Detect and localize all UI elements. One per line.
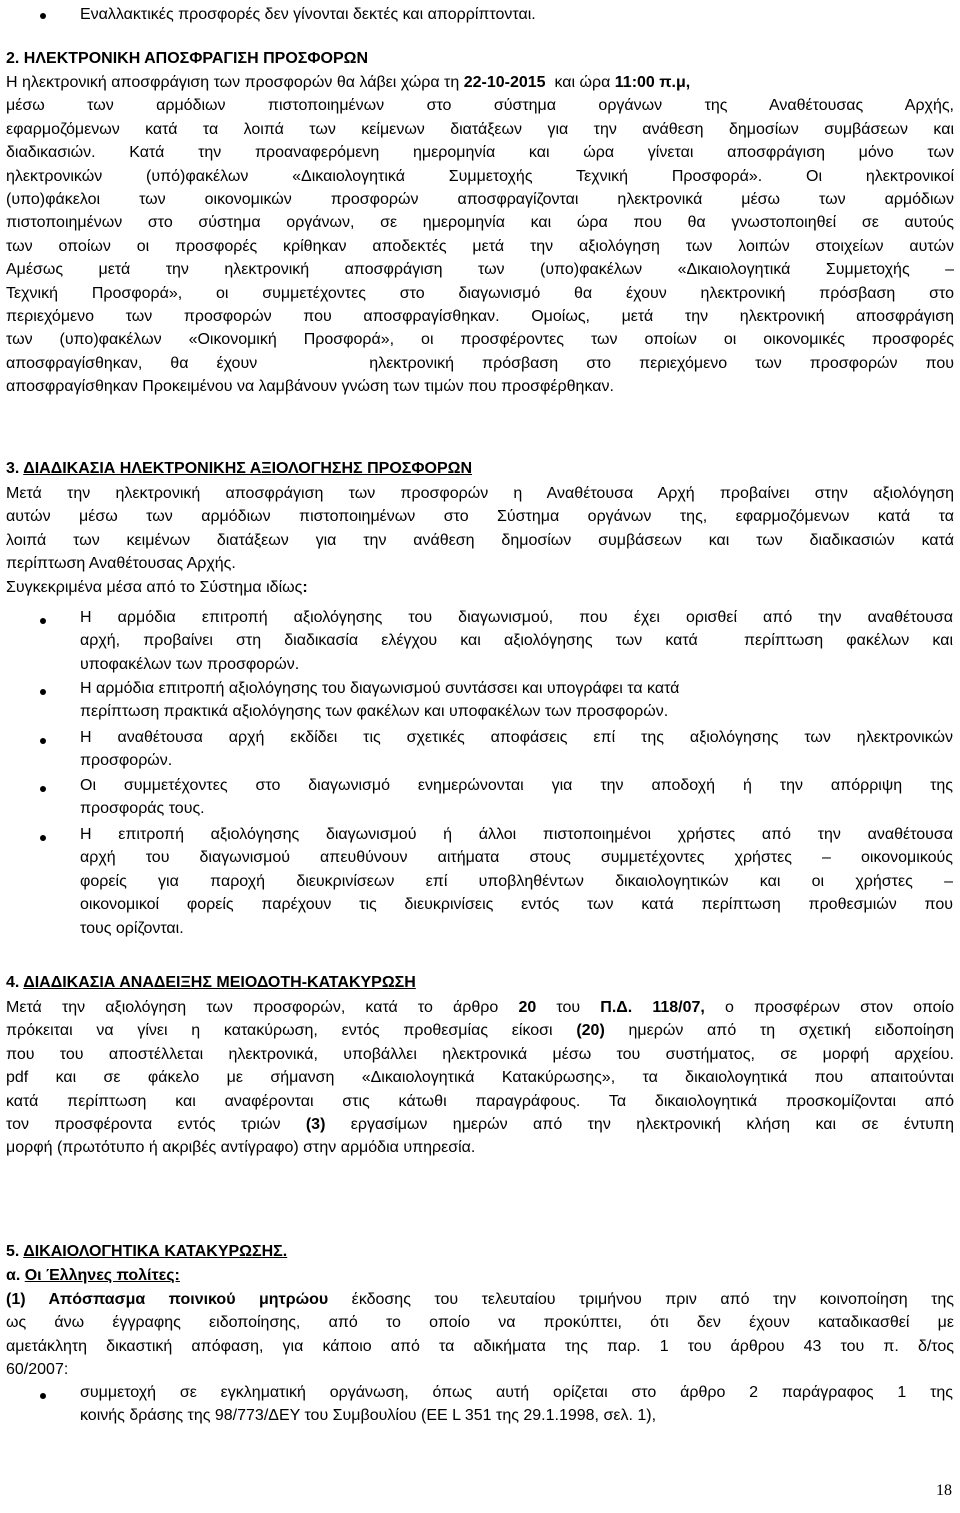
section-2-line: διαδικασιών. Κατά την προαναφερόμενη ημερομηνία και ώρα γίνεται αποσφράγιση μόνο των: [6, 144, 954, 162]
section-5-bullet-1: [80, 1381, 953, 1428]
section-5-line: ως άνω έγγραφης ειδοποίησης, από το οποίο να προκύπτει, ότι δεν έχουν καταδικασθεί με: [6, 1314, 954, 1332]
section-3-line: περίπτωση Αναθέτουσας Αρχής.: [6, 555, 236, 573]
bullet-dot: [40, 1393, 46, 1399]
section-2-line: πιστοποιημένων στο σύστημα οργάνων, σε ημερομηνία και ώρα που θα γνωστοποιηθεί σε αυτούς: [6, 214, 954, 232]
text-run: του: [536, 999, 601, 1016]
text-run: πρόκειται να γίνει η κατακύρωση, εντός προθεσμίας είκοσι: [6, 1022, 577, 1040]
section-3-bullet-4: [80, 774, 953, 821]
section-2-heading: 2. ΗΛΕΚΤΡΟΝΙΚΗ ΑΠΟΣΦΡΑΓΙΣΗ ΠΡΟΣΦΟΡΩΝ: [6, 50, 368, 67]
heading-number: 4.: [6, 974, 24, 991]
section-2-line: ηλεκτρονικών (υπό)φακέλων «Δικαιολογητικά Συμμετοχής Τεχνική Προσφορά». Οι ηλεκτρονικοί: [6, 167, 954, 185]
section-4-body: [6, 996, 954, 1160]
section-3-body: [6, 482, 954, 599]
section-3-line: λοιπά των κειμένων διατάξεων για την ανάθεση δημοσίων συμβάσεων και των διαδικασιών κατά: [6, 531, 954, 549]
text-run: ημερών από τη σχετική ειδοποίηση: [604, 1022, 955, 1040]
text-run: Συγκεκριμένα μέσα από το Σύστημα ιδίως: [6, 578, 303, 596]
bullet-line: φορείς για παροχή διευκρινίσεων επί υποβληθέντων δικαιολογητικών και οι χρήστες –: [80, 872, 953, 890]
section-5-line: αμετάκλητη δικαστική απόφαση, για κάποιο από τα αδικήματα της παρ. 1 του άρθρου 43 του π. δ/τος: [6, 1337, 954, 1355]
section-2-line: εφαρμοζόμενων κατά τα λοιπά των κείμενων διατάξεων για την ανάθεση δημοσίων συμβάσεων και: [6, 120, 954, 138]
bullet-line: συμμετοχή σε εγκληματική οργάνωση, όπως αυτή ορίζεται στο άρθρο 2 παράγραφος 1 της: [80, 1384, 953, 1401]
bullet-dot: [40, 689, 46, 695]
article-number: 20: [518, 999, 537, 1016]
bullet-dot: [40, 786, 46, 792]
section-3-bullet-2: [80, 677, 953, 724]
section-2-line: αποσφραγίσθηκαν Προκειμένου να λαμβάνουν γνώση των τιμών που προσφέρθηκαν.: [6, 378, 614, 396]
section-5-heading: [6, 1241, 287, 1263]
section-4-line: [6, 996, 954, 1019]
section-4-line: μορφή (πρωτότυπο ή ακριβές αντίγραφο) στην αρμόδια υπηρεσία.: [6, 1139, 476, 1157]
heading-number: 5.: [6, 1243, 24, 1260]
section-3-bullet-1: [80, 606, 953, 676]
section-5-subheading: [6, 1265, 180, 1287]
section-3-line: [6, 576, 954, 599]
heading-number: 3.: [6, 460, 24, 477]
section-2-line: περιεχόμενο των προσφορών που αποσφραγίσθηκαν. Ομοίως, μετά την ηλεκτρονική αποσφράγιση: [6, 308, 954, 326]
item-number: (1): [6, 1291, 49, 1308]
text-run: εργασίμων ημερών από την ηλεκτρονική κλήση και σε έντυπη: [325, 1116, 954, 1134]
bullet-line: αρχή του διαγωνισμού απευθύνουν αιτήματα στους συμμετέχοντες χρήστες – οικονομικούς: [80, 849, 953, 867]
section-4-line: που του αποστέλλεται ηλεκτρονικά, υποβάλλει ηλεκτρονικά μέσω του συστήματος, σε μορφή αρχείου.: [6, 1045, 954, 1063]
section-5-line: 60/2007:: [6, 1361, 69, 1379]
bullet-line: προσφορών.: [80, 752, 173, 770]
days-number: (20): [576, 1022, 605, 1040]
bullet-line: προσφοράς τους.: [80, 800, 205, 818]
bullet-line: περίπτωση πρακτικά αξιολόγησης των φακέλων και υποφακέλων των προσφορών.: [80, 703, 669, 721]
section-2-line: (υπο)φάκελοι των οικονομικών προσφορών αποσφραγίζονται ηλεκτρονικά μέσω των αρμόδιων: [6, 191, 954, 209]
heading-title: ΔΙΑΔΙΚΑΣΙΑ ΑΝΑΔΕΙΞΗΣ ΜΕΙΟΔΟΤΗ-ΚΑΤΑΚΥΡΩΣΗ: [23, 974, 416, 991]
bullet-line: Η αρμόδια επιτροπή αξιολόγησης του διαγωνισμού συντάσσει και υπογράφει τα κατά: [80, 680, 680, 697]
section-4-line: [6, 1113, 954, 1136]
text-run: τον προσφέροντα εντός τριών: [6, 1116, 306, 1134]
section-2-line: Τεχνική Προσφορά», οι συμμετέχοντες στο διαγωνισμό θα έχουν ηλεκτρονική πρόσβαση στο: [6, 284, 954, 302]
section-3-heading: [6, 458, 472, 480]
section-4-line: κατά περίπτωση και αναφέρονται στις κάτωθι παραγράφους. Τα δικαιολογητικά προσκομίζονται από: [6, 1092, 954, 1110]
heading-title: ΔΙΚΑΙΟΛΟΓΗΤΙΚΑ ΚΑΤΑΚΥΡΩΣΗΣ.: [23, 1243, 288, 1260]
subheading-title: Οι Έλληνες πολίτες:: [24, 1267, 180, 1284]
section-4-line: pdf και σε φάκελο με σήμανση «Δικαιολογητικά Κατακύρωσης», τα δικαιολογητικά που απαιτούνται: [6, 1069, 954, 1087]
section-2-line: μέσω των αρμόδιων πιστοποιημένων στο σύστημα οργάνων της Αναθέτουσας Αρχής,: [6, 97, 954, 115]
section-2-line: των (υπο)φακέλων «Οικονομική Προσφορά», οι προσφέροντες των οποίων οι οικονομικές προσφορές: [6, 331, 954, 349]
date-value: 22-10-2015: [463, 74, 546, 91]
subheading-label: α.: [6, 1267, 25, 1284]
bullet-dot: [40, 618, 46, 624]
section-5-body: [6, 1288, 954, 1382]
bullet-line: Η αρμόδια επιτροπή αξιολόγησης του διαγωνισμού, που έχει ορισθεί από την αναθέτουσα: [80, 609, 953, 626]
text-run: Μετά την αξιολόγηση των προσφορών, κατά το άρθρο: [6, 999, 519, 1016]
section-4-line: [6, 1019, 954, 1042]
bullet-line: αρχή, προβαίνει στη διαδικασία ελέγχου και αξιολόγησης των κατά περίπτωση φακέλων και: [80, 632, 953, 650]
section-2-line: αποσφραγίσθηκαν, θα έχουν ηλεκτρονική πρόσβαση στο περιεχόμενο των προσφορών που: [6, 354, 954, 372]
bullet-line: κοινής δράσης της 98/773/ΔΕΥ του Συμβουλίου (ΕΕ L 351 της 29.1.1998, σελ. 1),: [80, 1407, 657, 1425]
section-3-line: αυτών μέσω των αρμόδιων πιστοποιημένων στο Σύστημα οργάνων της, εφαρμοζόμενων κατά τα: [6, 508, 954, 526]
section-4-heading: [6, 972, 416, 994]
text-run: έκδοσης του τελευταίου τριμήνου πριν από την κοινοποίηση της: [328, 1291, 955, 1308]
heading-title: ΔΙΑΔΙΚΑΣΙΑ ΗΛΕΚΤΡΟΝΙΚΗΣ ΑΞΙΟΛΟΓΗΣΗΣ ΠΡΟΣΦΟΡΩΝ: [23, 460, 472, 477]
text-run: ο προσφέρων στον οποίο: [704, 999, 955, 1016]
section-2-line: [6, 71, 954, 94]
bullet-line: Οι συμμετέχοντες στο διαγωνισμό ενημερώνονται για την αποδοχή ή την απόρριψη της: [80, 777, 953, 794]
bullet-line: Η αναθέτουσα αρχή εκδίδει τις σχετικές αποφάσεις επί της αξιολόγησης των ηλεκτρονικών: [80, 729, 953, 746]
decree-reference: Π.Δ. 118/07,: [600, 999, 705, 1016]
item-title: Απόσπασμα ποινικού μητρώου: [48, 1291, 329, 1308]
section-3-bullet-3: [80, 726, 953, 773]
bullet-line: Η επιτροπή αξιολόγησης διαγωνισμού ή άλλοι πιστοποιημένοι χρήστες από την αναθέτουσα: [80, 826, 953, 843]
bullet-dot: [40, 13, 46, 19]
bullet-line: υποφακέλων των προσφορών.: [80, 655, 300, 673]
section-2-body: [6, 71, 954, 399]
page-number: 18: [936, 1482, 952, 1499]
text-run: και ώρα: [554, 74, 615, 91]
section-3-line: Μετά την ηλεκτρονική αποσφράγιση των προσφορών η Αναθέτουσα Αρχή προβαίνει στην αξιολόγηση: [6, 485, 954, 502]
time-value: 11:00 π.μ,: [614, 74, 691, 91]
section-5-line: [6, 1288, 954, 1311]
section-2-line: Αμέσως μετά την ηλεκτρονική αποσφράγιση των (υπο)φακέλων «Δικαιολογητικά Συμμετοχής –: [6, 261, 954, 279]
bullet-line: τους ορίζονται.: [80, 919, 184, 937]
section-2-line: των οποίων οι προσφορές κρίθηκαν αποδεκτές μετά την αξιολόγηση των λοιπών στοιχείων αυτών: [6, 237, 954, 255]
colon: :: [302, 578, 308, 596]
days-number: (3): [305, 1116, 326, 1134]
bullet-dot: [40, 738, 46, 744]
section-3-bullet-5: [80, 823, 953, 940]
bullet-dot: [40, 835, 46, 841]
top-bullet-text: Εναλλακτικές προσφορές δεν γίνονται δεκτές και απορρίπτονται.: [80, 6, 536, 23]
bullet-line: οικονομικοί φορείς παρέχουν τις διευκρινίσεις εντός των κατά περίπτωση προθεσμιών που: [80, 896, 953, 914]
text-run: Η ηλεκτρονική αποσφράγιση των προσφορών θα λάβει χώρα τη: [6, 74, 464, 91]
